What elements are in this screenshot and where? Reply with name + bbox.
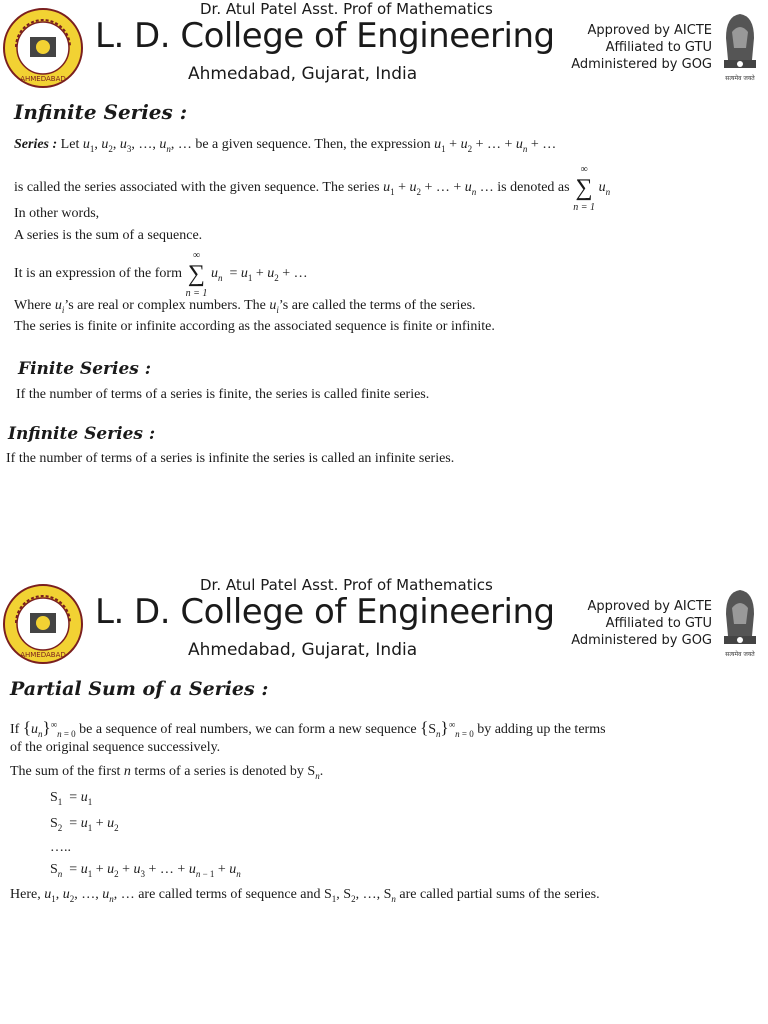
finite-series-text: If the number of terms of a series is finite, the series is called finite series.	[16, 387, 430, 402]
sum-definition-line: A series is the sum of a sequence.	[14, 228, 203, 243]
text: It is an expression of the form	[14, 266, 186, 282]
other-words-line: In other words,	[14, 206, 100, 221]
where-line: Where $u_i’s$ are real or complex numbers. The $u_i’s$ are called the terms of the series.	[14, 298, 476, 315]
emblem-motto: सत्यमेव जयते	[725, 75, 755, 82]
partial-sums-line: Here, $u_1$, $u_2$, …, $u_n$, … are called terms of sequence and $S_1$, $S_2$, …, $S_n$ are called partial sums of the series.	[10, 887, 600, 904]
series-label: Series :	[14, 137, 58, 152]
infinite-series-text: If the number of terms of a series is infinite the series is called an infinite series.	[6, 451, 455, 466]
s2-equation: $S_2 = u_1 + u_2$	[50, 816, 119, 833]
text: is denoted as	[493, 180, 574, 196]
college-name: L. D. College of Engineering	[95, 592, 555, 632]
national-emblem	[716, 8, 764, 86]
text: by adding up the terms	[473, 722, 606, 737]
series-definition-line: Series : Let $u_1$, $u_2$, $u_3$, …, $u_n$, … be a given sequence. Then, the expression $u_1 + u_2$ + … + $u_n$ + …	[14, 137, 557, 154]
ellipsis: …..	[50, 840, 71, 855]
text: be a given sequence. Then, the expression	[191, 137, 435, 152]
sigma-symbol: ∞ ∑ n = 1	[573, 164, 595, 213]
finite-or-infinite-line: The series is finite or infinite according as the associated sequence is finite or infinite.	[14, 319, 495, 334]
section-title: Infinite Series :	[14, 100, 188, 124]
series-notation-line: is called the series associated with the given sequence. The series $u_1 + u_2$ + … + $u_n$ … is denoted as ∞ ∑ n = 1 $u_n$	[14, 164, 611, 213]
approved-text: Approved by AICTE	[587, 23, 712, 38]
infinite-series-title: Infinite Series :	[8, 424, 156, 444]
college-logo	[2, 7, 84, 89]
section-title: Partial Sum of a Series :	[10, 678, 269, 700]
accreditation-block	[571, 22, 712, 73]
college-location: Ahmedabad, Gujarat, India	[188, 640, 418, 660]
accreditation-block	[571, 598, 712, 649]
header	[0, 0, 768, 92]
text: The sum of the first	[10, 764, 124, 779]
affiliated-text: Affiliated to GTU	[605, 40, 712, 55]
administered-text: Administered by GOG	[571, 57, 712, 72]
affiliated-text: Affiliated to GTU	[605, 616, 712, 631]
text: ’s are real or complex numbers. The	[64, 298, 270, 313]
text: Where	[14, 298, 55, 313]
expression-form-line: It is an expression of the form ∞ ∑ n = 1 $u_n = u_1 + u_2$ + …	[14, 250, 308, 299]
national-emblem	[716, 584, 764, 662]
text: If	[10, 722, 23, 737]
text: are called terms of sequence and S	[134, 887, 332, 902]
sigma-symbol: ∞ ∑ n = 1	[185, 250, 208, 299]
text: be a sequence of real numbers, we can form a new sequence	[75, 722, 421, 737]
text: are called partial sums of the series.	[395, 887, 600, 902]
logo-bottom-text: AHMEDABAD	[20, 75, 66, 83]
text: ’s are called the terms of the series.	[278, 298, 476, 313]
text: is called the series associated with the given sequence. The series	[14, 180, 384, 196]
author-line: Dr. Atul Patel Asst. Prof of Mathematics	[200, 0, 493, 18]
college-name: L. D. College of Engineering	[95, 16, 555, 56]
sn-equation: $S_n = u_1 + u_2 + u_3$ + … + $u_{n - 1} + u_n$	[50, 862, 241, 879]
approved-text: Approved by AICTE	[587, 599, 712, 614]
emblem-motto: सत्यमेव जयते	[725, 651, 755, 658]
text: Here,	[10, 887, 45, 902]
college-logo	[2, 583, 84, 665]
original-sequence-line: of the original sequence successively.	[10, 740, 221, 755]
sequence-line: If $\{u_n\}^\infty_{n = 0}$ be a sequence of real numbers, we can form a new sequence $\{S_n\}^\infty_{n = 0}$ by adding up the terms	[10, 718, 606, 739]
header	[0, 576, 768, 668]
sum-first-n-line: The sum of the first n terms of a series is denoted by $S_n$.	[10, 764, 324, 781]
college-location: Ahmedabad, Gujarat, India	[188, 64, 418, 84]
author-line: Dr. Atul Patel Asst. Prof of Mathematics	[200, 576, 493, 594]
s1-equation: $S_1 = u_1$	[50, 790, 93, 807]
slide-2	[0, 576, 768, 1024]
administered-text: Administered by GOG	[571, 633, 712, 648]
text: terms of a series is denoted by S	[130, 764, 316, 779]
finite-series-title: Finite Series :	[18, 359, 152, 379]
logo-bottom-text: AHMEDABAD	[20, 651, 66, 659]
text: Let	[57, 137, 83, 152]
